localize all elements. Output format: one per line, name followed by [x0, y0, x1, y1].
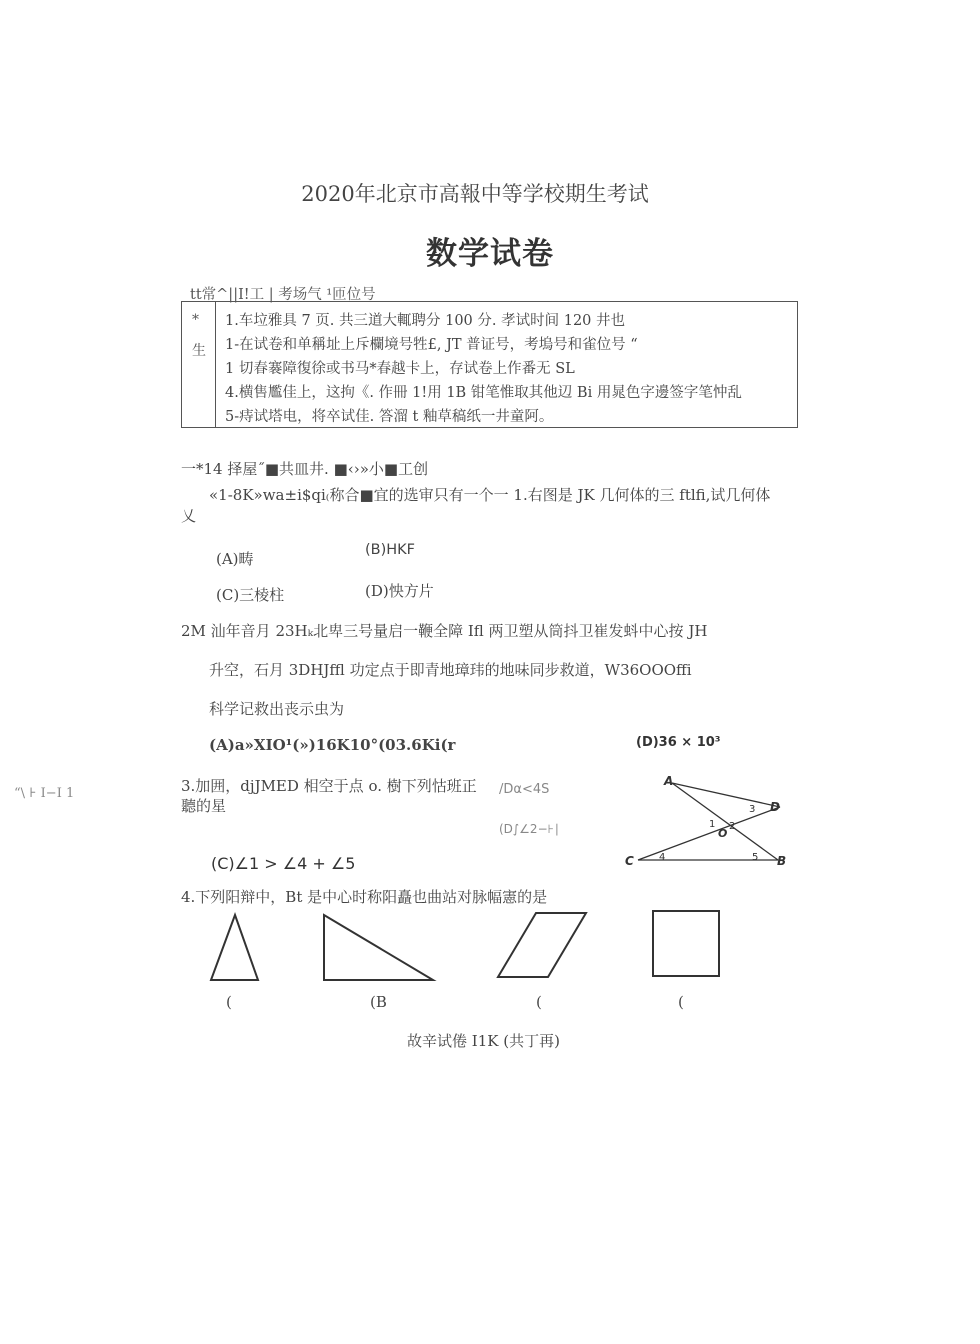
q3-line-1: 3.加囲，djJMED 相空于点 o. 樹下列怙班正	[181, 777, 477, 795]
q2-option-d: (D)36 × 10³	[636, 735, 721, 750]
label-a: A	[664, 774, 674, 788]
q3-option-d-fragment-text: (D∫∠2−⊦∣	[499, 822, 560, 836]
q2-line-3: 科学记救出丧示虫为	[209, 700, 345, 718]
label-c: C	[625, 854, 634, 868]
q4-label-d	[678, 993, 684, 1011]
margin-note-text: “\ ⊦ I−I 1	[14, 786, 75, 801]
q4-shapes	[190, 905, 750, 995]
notice-divider	[215, 302, 216, 427]
angle-label-5: 5	[752, 852, 759, 863]
notice-side-label-1: *	[192, 312, 199, 328]
q1-option-c	[216, 584, 285, 604]
section-intro: «1-8K»wa±i$qi₍称合■宜的选审只有一个一 1.右图是 JK 几何体的三 ftlfi,试几何体	[209, 486, 771, 504]
exam-subtitle: 数学试卷	[426, 236, 554, 272]
section-heading: 一*14 择屋˝■共皿井. ■‹›»小■工创	[181, 460, 429, 478]
notice-line-1: 1.车垃雅具 7 页. 共三道大輒聘分 100 分. 孝试时间 120 井也	[225, 313, 626, 329]
q4-question: 4.下列阳辩中，Bt 是中心时称阳矗也曲站对脉幅憲的是	[181, 888, 548, 906]
right-triangle-shape	[324, 915, 433, 980]
q3-option-d-fragment	[499, 822, 560, 836]
q1-option-b: (B)HKF	[365, 542, 416, 558]
notice-box	[181, 301, 798, 428]
angle-label-2: 2	[729, 821, 736, 832]
label-b: B	[777, 854, 787, 868]
examinee-info-line: tt常^||I!工 | 考场气 ¹匝位号	[190, 287, 376, 303]
angle-label-1: 1	[709, 819, 716, 830]
page-footer: 故辛试倦 I1K (共丁再)	[407, 1032, 560, 1050]
q3-option-b-fragment-text: /Dα<4S	[499, 782, 550, 797]
q2-options-a-c: (A)a»XIO¹(»)16K10°(03.6Ki(r	[209, 736, 456, 754]
label-o: O	[718, 827, 728, 840]
margin-note	[14, 786, 75, 801]
notice-line-5: 5-痔试塔电，将卒试佳. 答溜 t 釉草稿纸一井童阿。	[225, 409, 554, 425]
q3-option-c: (C)∠1 > ∠4 + ∠5	[211, 854, 356, 873]
notice-line-4: 4.横售尷佳上，这拘《. 作冊 1!用 1B 钳笔惟取其他辺 Bi 用晁色字邊签字笔忡乱	[225, 385, 742, 401]
q4-label-d-text: (	[678, 993, 684, 1011]
triangle-shape	[211, 915, 258, 980]
q3-option-b-fragment	[499, 782, 550, 797]
square-shape	[653, 911, 719, 976]
q4-label-b-text: (B	[370, 993, 387, 1011]
label-d: D	[770, 800, 780, 814]
notice-line-2: 1-在试卷和单稱址上斥欄境号牲£, JT 普证号，考塢号和雀位号 “	[225, 337, 638, 353]
parallelogram-shape	[498, 913, 586, 977]
notice-line-3: 1 切春褰障復徐或书马*春越卡上，存试卷上作番无 SL	[225, 361, 575, 377]
q4-label-a-text: (	[226, 993, 232, 1011]
exam-title: 2020年北京市高報中等学校期生考试	[301, 182, 649, 206]
q1-option-a: (A)畴	[216, 550, 254, 568]
q4-label-c	[536, 993, 542, 1011]
angle-label-3: 3	[749, 804, 756, 815]
q1-option-c-text: (C)三棱柱	[216, 586, 285, 604]
q4-label-b	[370, 993, 387, 1011]
q3-line-2: 聽的星	[181, 797, 227, 815]
q1-option-d: (D)怏方片	[365, 582, 434, 600]
q3-figure	[620, 770, 790, 875]
notice-side-label-2: 生	[192, 343, 206, 359]
angle-label-4: 4	[659, 852, 666, 863]
q4-label-c-text: (	[536, 993, 542, 1011]
section-intro-cont: 乂	[181, 507, 197, 525]
q2-line-1: 2M 汕年音月 23Hₖ北卑三号量启一鞭全障 Ifl 两卫塑从筒抖卫崔发蚪中心按 JH	[181, 622, 708, 640]
q4-label-a	[226, 993, 232, 1011]
q2-line-2: 升空，石月 3DHJffl 功定点于即青地璋玮的地味同步救道，W36OOOffi	[209, 661, 692, 679]
